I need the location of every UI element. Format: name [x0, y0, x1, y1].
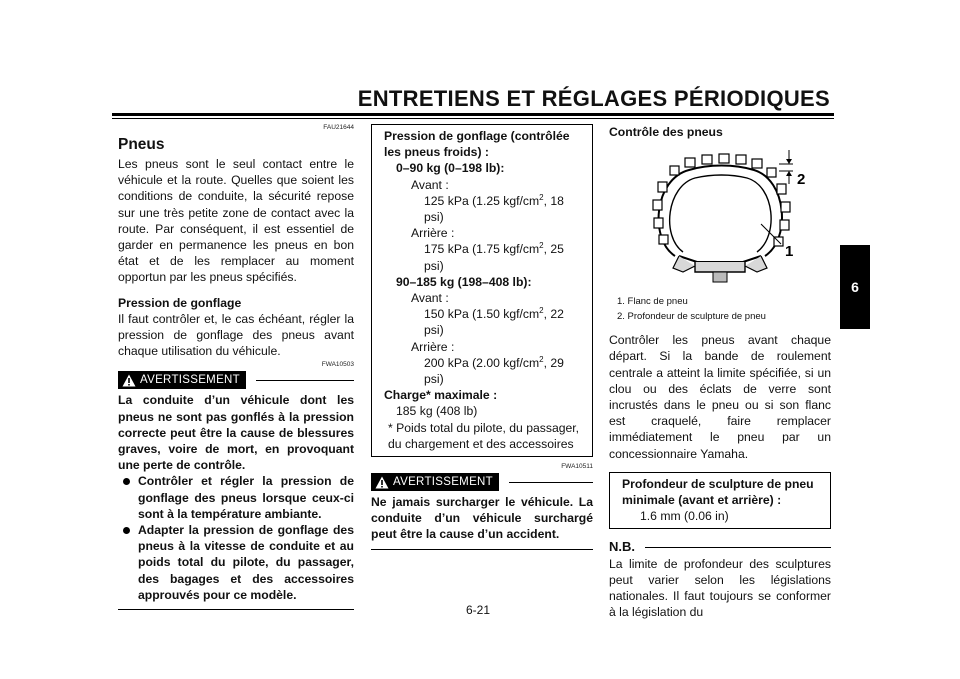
warning-rule: [256, 380, 354, 381]
spec-rear-label-2: Arrière :: [411, 339, 455, 354]
check-paragraph: Contrôler les pneus avant chaque départ. Si la bande de roulement centrale a atteint la limite spécifiée, si un clou ou des éclats de verre sont incrustés dans le pneu ou si son flanc est craquelé, faire remplacer immédiatement le pneu par un concessionnaire Yamaha.: [609, 333, 831, 461]
warning-triangle-icon: [375, 476, 389, 489]
spec-front-label-1: Avant :: [411, 177, 449, 192]
tire-figure: [609, 144, 831, 294]
tread-depth-value: 1.6 mm (0.06 in): [640, 509, 729, 524]
warning-triangle-icon: [122, 374, 136, 387]
column-tires: [118, 124, 354, 610]
pressure-spec-box: [371, 124, 593, 457]
figure-caption: 2. Profondeur de sculpture de pneu: [617, 311, 766, 323]
warning-header: [371, 473, 593, 491]
warning-badge: [118, 371, 246, 389]
header-rule-thin: [112, 118, 834, 119]
warning-badge: [371, 473, 499, 491]
check-heading: Contrôle des pneus: [609, 125, 723, 139]
spec-rear-label-1: Arrière :: [411, 226, 455, 241]
note-text: La limite de profondeur des sculptures peut varier selon les législations nationales. Il faut toujours se conformer à la législation du: [609, 556, 831, 620]
section-heading: Pneus: [118, 136, 165, 153]
tire-illustration: [609, 144, 831, 294]
warning-code: FWA10511: [561, 463, 593, 471]
warning-label: AVERTISSEMENT: [140, 374, 240, 387]
spec-load-1: 0–90 kg (0–198 lb):: [396, 161, 505, 176]
figure-caption: 1. Flanc de pneu: [617, 296, 688, 308]
intro-paragraph: Les pneus sont le seul contact entre le véhicule et la route. Quelles que soient les conditions de conduite, la sécurité repose sur une très petite zone de contact avec la route. Par conséquent, il est essentiel de garder en permanence les pneus en bon état et de les remplacer au moment opportun par les pneus spécifiés.: [118, 157, 354, 285]
note-label: N.B.: [609, 539, 635, 555]
pressure-paragraph: Il faut contrôler et, le cas échéant, régler la pression de gonflage des pneus avant chaque utilisation du véhicule.: [118, 311, 354, 359]
spec-front-value-2: 150 kPa (1.50 kgf/$cm^2$, 22 psi): [424, 306, 564, 338]
note-rule: [645, 547, 831, 548]
list-item: Contrôler et régler la pression de gonflage des pneus lorsque ceux-ci sont à la température ambiante.: [118, 473, 354, 522]
note-header: [609, 539, 831, 555]
chapter-tab[interactable]: 6: [840, 245, 870, 329]
spec-load-2: 90–185 kg (198–408 lb):: [396, 274, 532, 289]
tread-depth-box: [609, 472, 831, 530]
warning-text: Ne jamais surcharger le véhicule. La conduite d’un véhicule surchargé peut être la cause d’un accident.: [371, 495, 593, 542]
column-tire-check: [609, 124, 831, 620]
page-number: 6-21: [466, 603, 491, 617]
spec-title: Pression de gonflage (contrôlée les pneus froids) :: [384, 129, 570, 160]
warning-code: FWA10503: [321, 361, 354, 369]
figure-label-2: 2: [797, 171, 806, 189]
warning-bullets: [118, 473, 354, 603]
section-code: FAU21644: [323, 124, 354, 131]
tread-depth-title: Profondeur de sculpture de pneu minimale (avant et arrière) :: [622, 476, 814, 508]
spec-max-load-value: 185 kg (408 lb): [396, 404, 478, 419]
column-pressure-spec: [371, 124, 593, 550]
pressure-subheading: Pression de gonflage: [118, 295, 242, 310]
page-header-title: ENTRETIENS ET RÉGLAGES PÉRIODIQUES: [357, 86, 830, 111]
warning-header: [118, 371, 354, 389]
warning-rule: [509, 482, 593, 483]
warning-end-rule: [371, 549, 593, 550]
header-rule-thick: [112, 113, 834, 116]
warning-end-rule: [118, 609, 354, 610]
warning-label: AVERTISSEMENT: [393, 475, 493, 488]
figure-label-1: 1: [785, 243, 794, 261]
spec-footnote: * Poids total du pilote, du passager, du chargement et des accessoires: [388, 420, 580, 451]
spec-max-load-label: Charge* maximale :: [384, 388, 498, 403]
spec-front-label-2: Avant :: [411, 291, 449, 306]
warning-text: La conduite d’un véhicule dont les pneus ne sont pas gonflés à la pression correcte peut être la cause de blessures graves, voire de mort, en provoquant une perte de contrôle.: [118, 393, 354, 473]
spec-rear-value-2: 200 kPa (2.00 kgf/$cm^2$, 29 psi): [424, 354, 564, 387]
spec-rear-value-1: 175 kPa (1.75 kgf/$cm^2$, 25 psi): [424, 241, 564, 273]
spec-front-value-1: 125 kPa (1.25 kgf/$cm^2$, 18 psi): [424, 192, 564, 225]
list-item: Adapter la pression de gonflage des pneus à la vitesse de conduite et au poids total du pilote, du passager, des bagages et des accessoires approuvés pour ce modèle.: [118, 522, 354, 603]
